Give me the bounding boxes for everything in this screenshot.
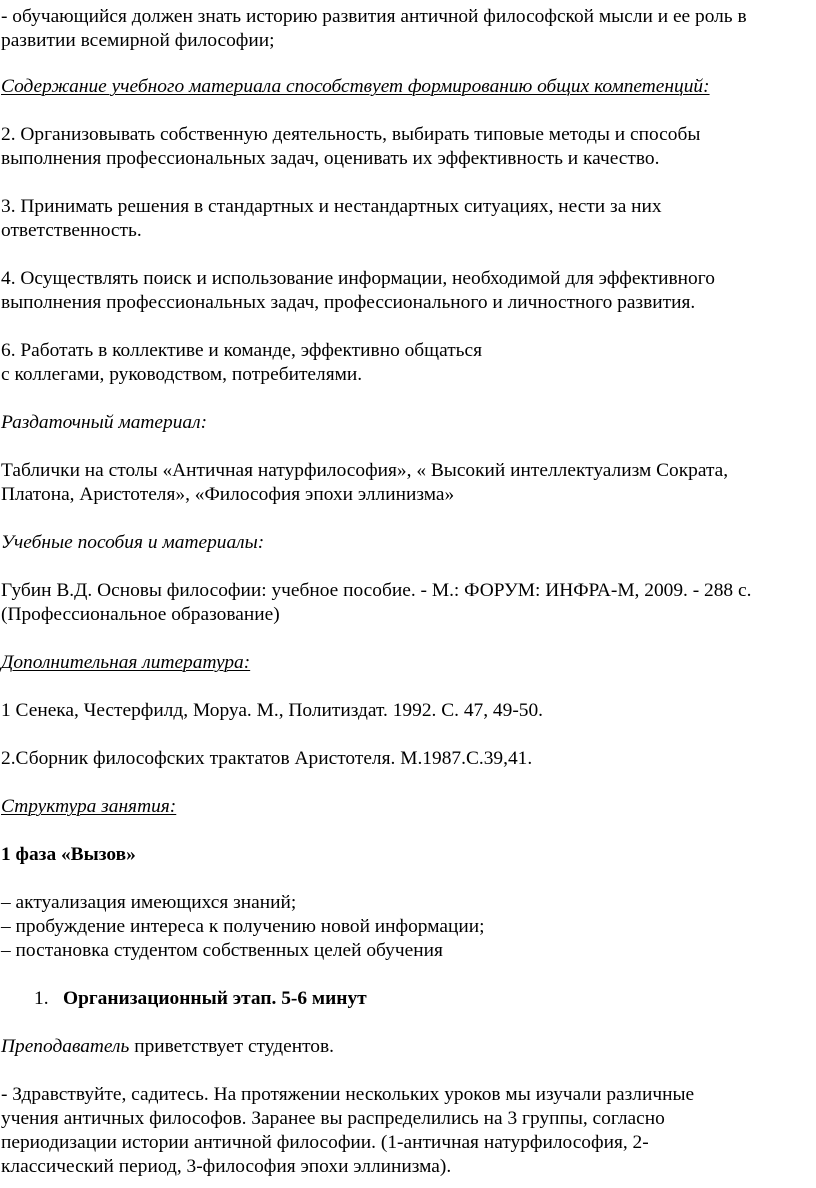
literature-item-1: 1 Сенека, Честерфилд, Моруа. М., Политиздат. 1992. С. 47, 49-50. bbox=[1, 700, 544, 721]
competency-6-line-1: 6. Работать в коллективе и команде, эффективно общаться bbox=[1, 340, 483, 361]
literature-heading: Дополнительная литература: bbox=[1, 652, 251, 673]
intro-line-1: - обучающийся должен знать историю развития античной философской мысли и ее роль в bbox=[1, 6, 747, 27]
stage-title: Организационный этап. 5-6 минут bbox=[63, 988, 367, 1009]
competency-2-line-1: 2. Организовывать собственную деятельность, выбирать типовые методы и способы bbox=[1, 124, 701, 145]
literature-item-2: 2.Сборник философских трактатов Аристотеля. М.1987.С.39,41. bbox=[1, 748, 533, 769]
competency-4-line-1: 4. Осуществлять поиск и использование информации, необходимой для эффективного bbox=[1, 268, 715, 289]
competency-6-line-2: с коллегами, руководством, потребителями. bbox=[1, 364, 363, 385]
competency-3-line-1: 3. Принимать решения в стандартных и нестандартных ситуациях, нести за них bbox=[1, 196, 662, 217]
phase-point-1: – актуализация имеющихся знаний; bbox=[1, 892, 297, 913]
speech-line-4: классический период, 3-философия эпохи эллинизма). bbox=[1, 1156, 452, 1177]
handout-line-2: Платона, Аристотеля», «Философия эпохи эллинизма» bbox=[1, 484, 455, 505]
speech-line-3: периодизации истории античной философии. (1-античная натурфилософия, 2- bbox=[1, 1132, 649, 1153]
textbook-line-2: (Профессиональное образование) bbox=[1, 604, 280, 625]
competency-3-line-2: ответственность. bbox=[1, 220, 142, 241]
handout-line-1: Таблички на столы «Античная натурфилософия», « Высокий интеллектуализм Сократа, bbox=[1, 460, 729, 481]
textbook-line-1: Губин В.Д. Основы философии: учебное пособие. - М.: ФОРУМ: ИНФРА-М, 2009. - 288 с. bbox=[1, 580, 752, 601]
speech-line-2: учения античных философов. Заранее вы распределились на 3 группы, согласно bbox=[1, 1108, 665, 1129]
phase-point-3: – постановка студентом собственных целей обучения bbox=[1, 940, 443, 961]
teacher-action: приветствует студентов. bbox=[129, 1036, 335, 1057]
textbooks-heading: Учебные пособия и материалы: bbox=[1, 532, 265, 553]
speech-line-1: - Здравствуйте, садитесь. На протяжении нескольких уроков мы изучали различные bbox=[1, 1084, 695, 1105]
competencies-heading: Содержание учебного материала способствует формированию общих компетенций: bbox=[1, 76, 710, 97]
handout-heading: Раздаточный материал: bbox=[1, 412, 208, 433]
phase-title: 1 фаза «Вызов» bbox=[1, 844, 136, 865]
intro-line-2: развитии всемирной философии; bbox=[1, 30, 275, 51]
stage-number: 1. bbox=[34, 988, 49, 1009]
competency-4-line-2: выполнения профессиональных задач, профессионального и личностного развития. bbox=[1, 292, 696, 313]
phase-point-2: – пробуждение интереса к получению новой информации; bbox=[1, 916, 485, 937]
teacher-line bbox=[1, 1035, 334, 1059]
competency-2-line-2: выполнения профессиональных задач, оценивать их эффективность и качество. bbox=[1, 148, 660, 169]
structure-heading: Структура занятия: bbox=[1, 796, 177, 817]
teacher-label: Преподаватель bbox=[1, 1036, 130, 1057]
